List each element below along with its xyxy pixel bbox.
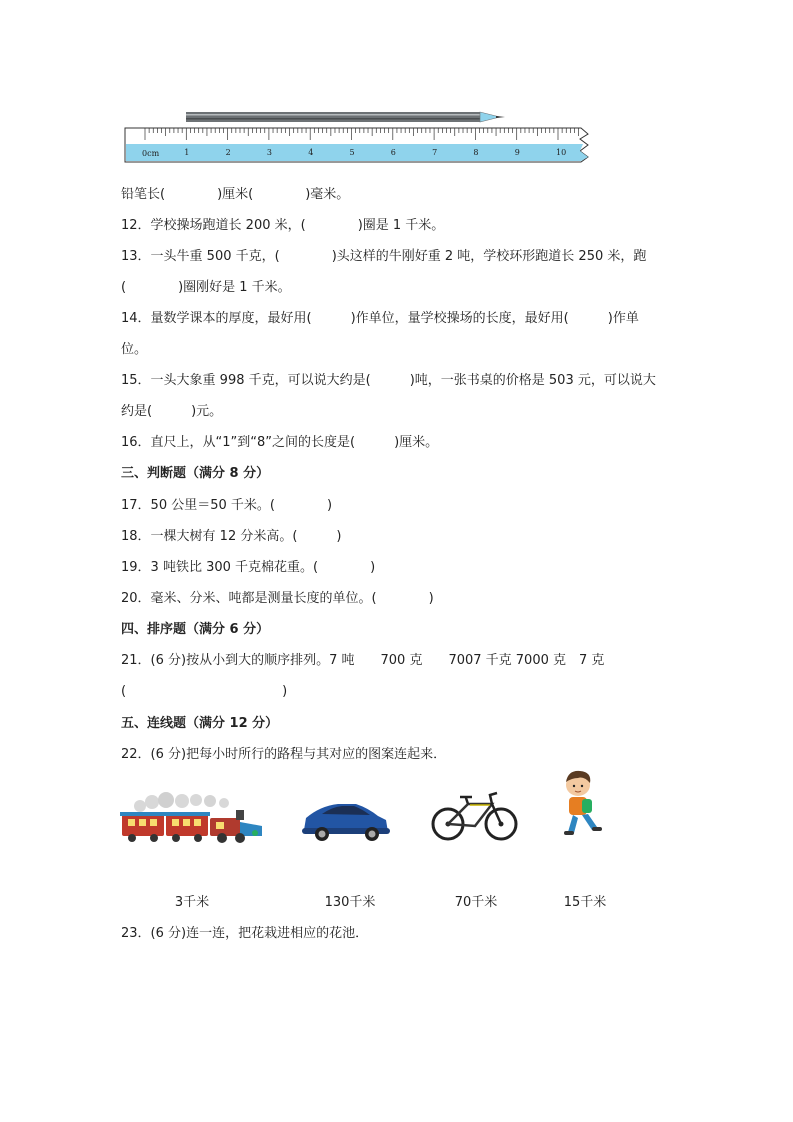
- ruler-label: 10: [556, 148, 567, 157]
- section-judge-heading: 三、判断题（满分 8 分）: [121, 466, 270, 481]
- ruler-label: 5: [349, 148, 355, 157]
- caption-boy: 15千米: [563, 895, 607, 910]
- question-23: 23．(6 分)连一连，把花栽进相应的花池．: [121, 926, 369, 941]
- q14-a: 14．量数学课本的厚度，最好用( )作单位，量学校操场的长度，最好用( )作单: [121, 311, 639, 326]
- q22: 22．(6 分)把每小时所行的路程与其对应的图案连起来．: [121, 747, 447, 762]
- ruler-label: 2: [225, 148, 231, 157]
- q13-a: 13．一头牛重 500 千克，( )头这样的牛刚好重 2 吨，学校环形跑道长 250 米，跑: [121, 249, 647, 264]
- car-icon: [302, 804, 390, 841]
- q21-answer: ( ): [121, 684, 288, 699]
- ruler-label: 3: [266, 148, 272, 157]
- q18: 18．一棵大树有 12 分米高。( ): [121, 529, 342, 544]
- q20: 20．毫米、分米、吨都是测量长度的单位。( ): [121, 591, 434, 606]
- ruler-label: 6: [390, 148, 396, 157]
- q15-b: 约是( )元。: [121, 404, 223, 419]
- q15-a: 15．一头大象重 998 千克，可以说大约是( )吨，一张书桌的价格是 503 元，可以说大: [121, 373, 656, 388]
- pencil-icon: [186, 112, 505, 122]
- q21: 21．(6 分)按从小到大的顺序排列。7 吨 700 克 7007 千克 7000 克 7 克: [121, 653, 605, 668]
- section-sort-heading: 四、排序题（满分 6 分）: [121, 622, 270, 637]
- section-match-heading: 五、连线题（满分 12 分）: [121, 716, 279, 731]
- caption-car: 130千米: [324, 895, 376, 910]
- q14-b: 位。: [121, 342, 148, 357]
- caption-train: 3千米: [174, 895, 210, 910]
- ruler-label: 7: [432, 148, 438, 157]
- q17: 17．50 公里＝50 千米。( ): [121, 498, 333, 513]
- ruler-label: 4: [308, 148, 314, 157]
- q19: 19．3 吨铁比 300 千克棉花重。( ): [121, 560, 376, 575]
- pencil-length: 铅笔长( )厘米( )毫米。: [121, 187, 350, 202]
- ruler-label: 1: [184, 148, 190, 157]
- train-icon: [120, 792, 262, 843]
- q16: 16．直尺上，从“1”到“8”之间的长度是( )厘米。: [121, 435, 439, 450]
- ruler-label: 9: [514, 148, 520, 157]
- walking-boy-icon: [564, 771, 602, 835]
- ruler: [125, 128, 588, 162]
- ruler-label: 8: [473, 148, 479, 157]
- ruler-zero-label: 0cm: [142, 149, 160, 158]
- bicycle-icon: [433, 793, 516, 839]
- caption-bicycle: 70千米: [454, 895, 498, 910]
- q13-b: ( )圈刚好是 1 千米。: [121, 280, 291, 295]
- q12: 12．学校操场跑道长 200 米，( )圈是 1 千米。: [121, 218, 445, 233]
